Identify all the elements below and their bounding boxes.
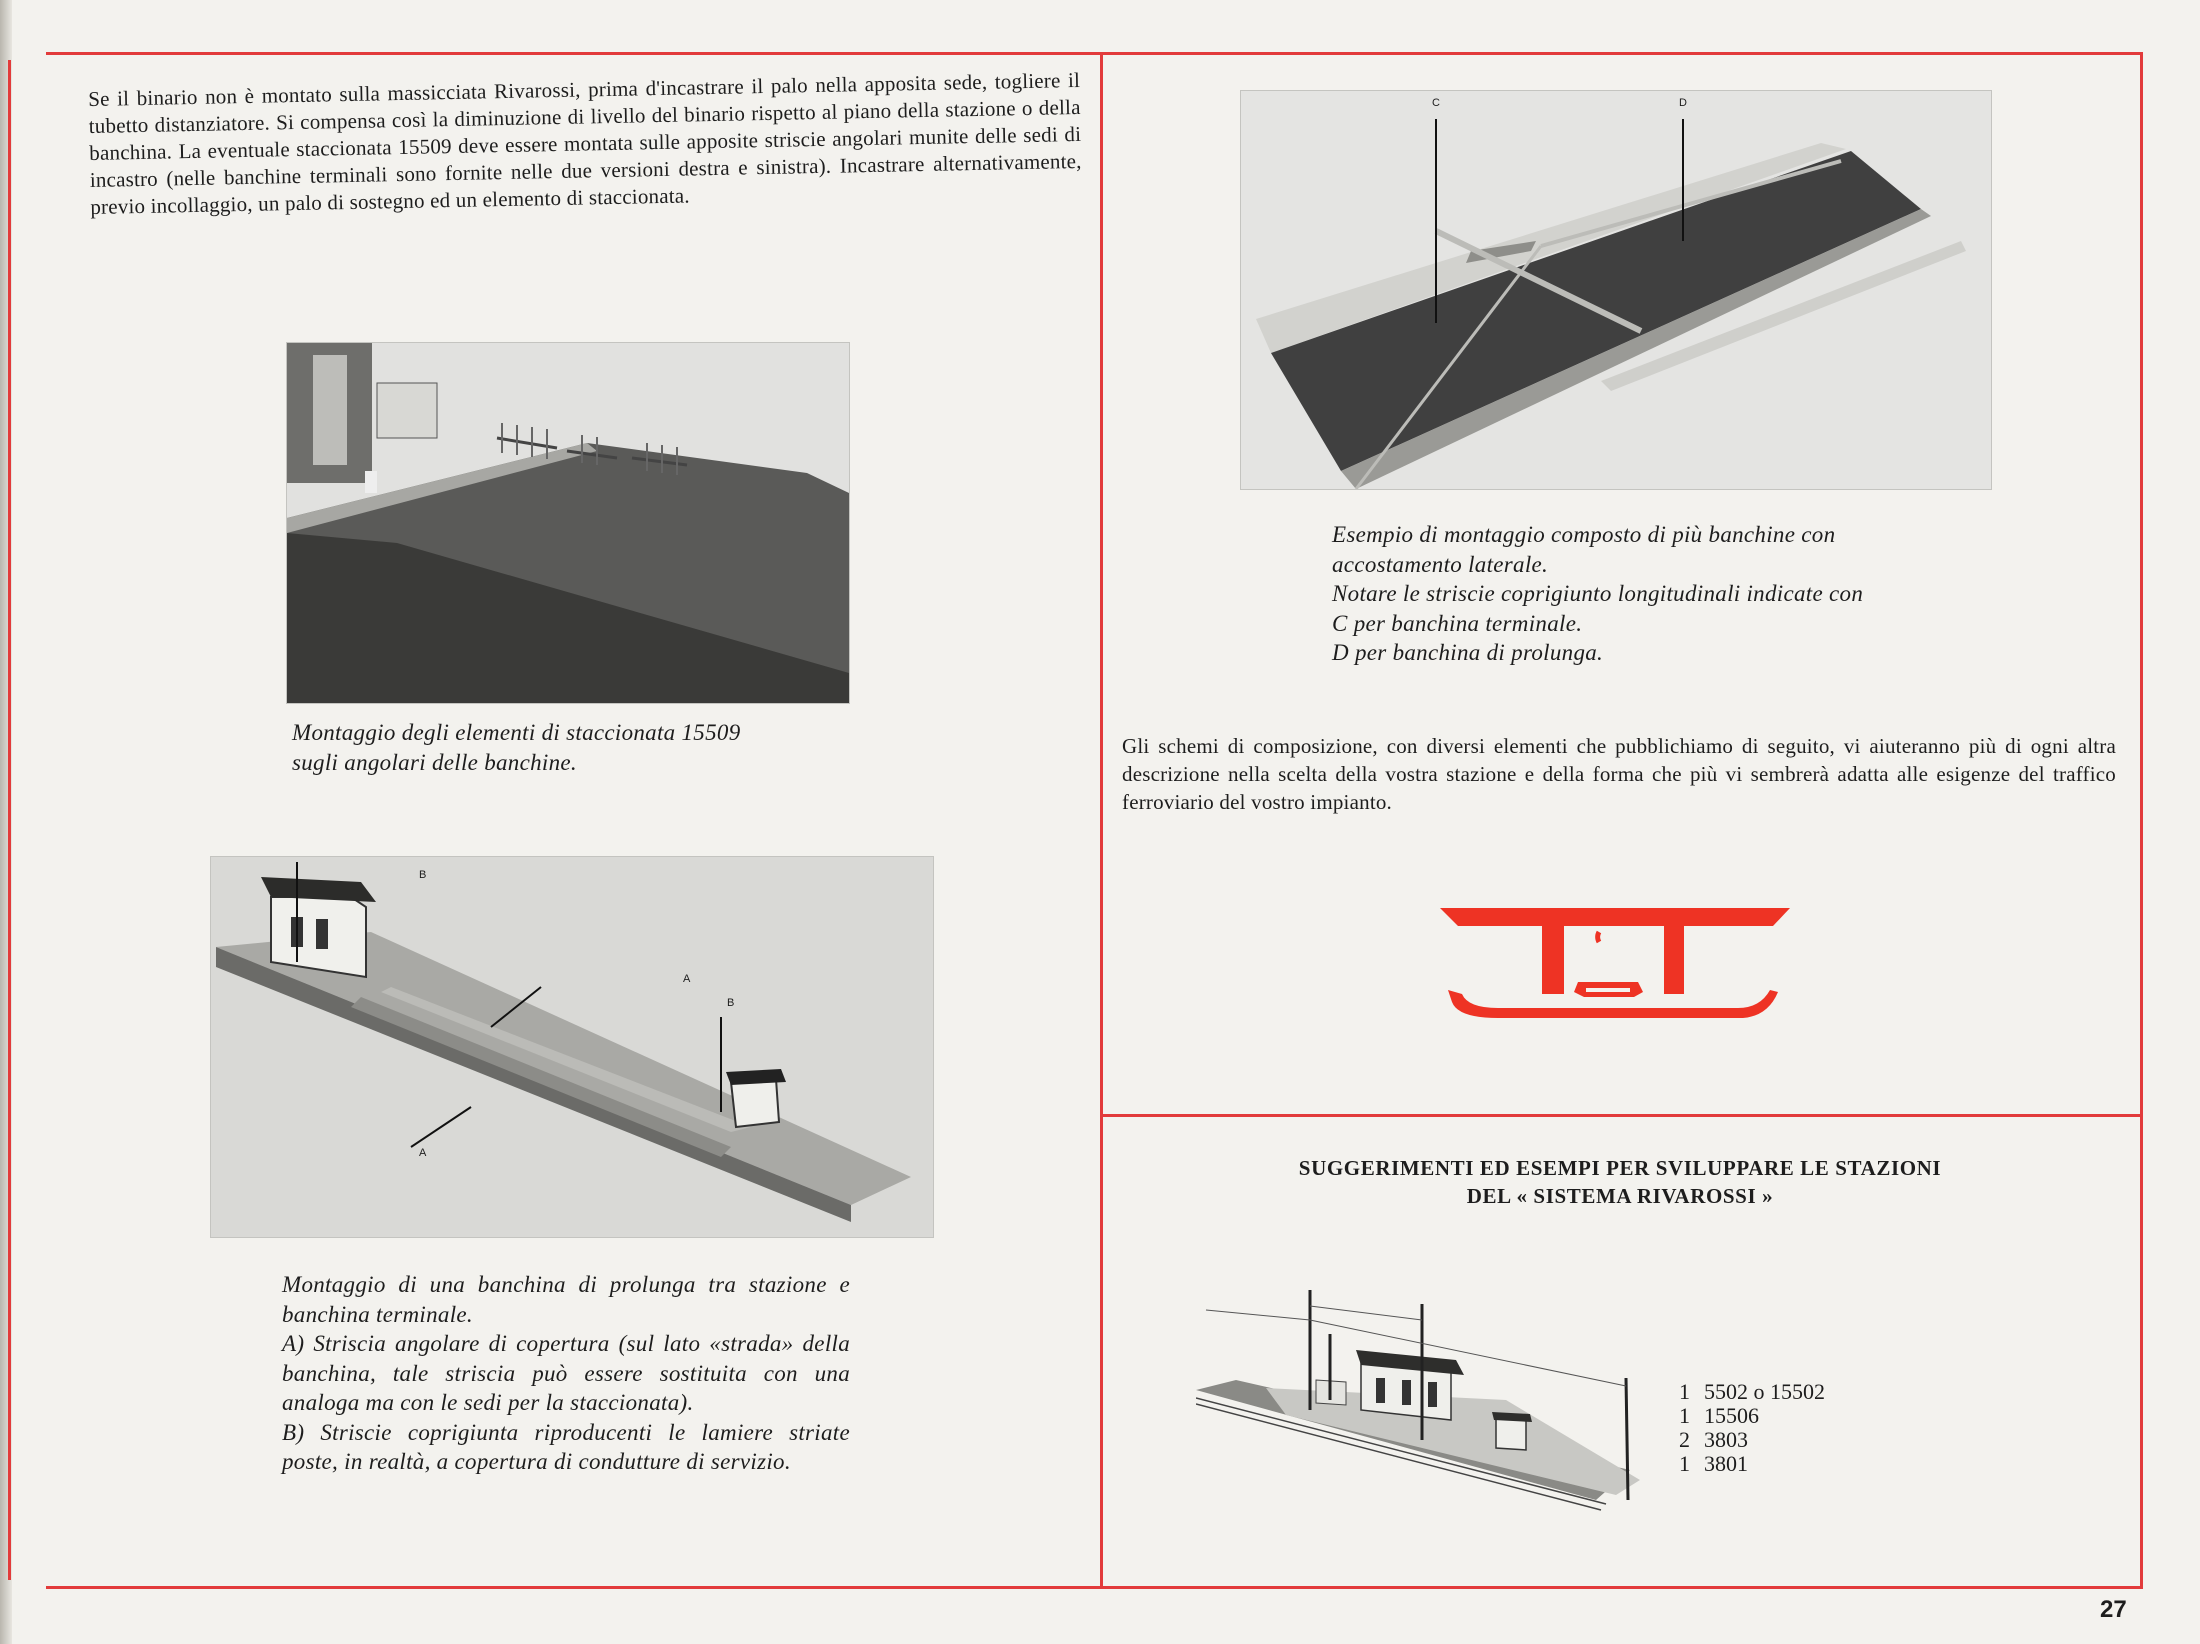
parts-list xyxy=(1678,1380,1918,1476)
caption-extension xyxy=(282,1270,850,1477)
parts-list-row xyxy=(1678,1452,1918,1476)
section-heading-line2: DEL « SISTEMA RIVAROSSI » xyxy=(1466,1184,1774,1208)
photo-label-a2: A xyxy=(419,1147,427,1159)
left-page-margin-line xyxy=(8,60,11,1580)
section-heading xyxy=(1160,1154,2080,1210)
parts-qty: 2 xyxy=(1679,1427,1690,1452)
parts-code: 5502 o 15502 xyxy=(1704,1379,1825,1404)
caption-lateral-line3: C per banchina terminale. xyxy=(1332,610,1583,636)
photo-fence-assembly xyxy=(286,342,850,704)
frame-top xyxy=(46,52,2142,55)
parts-code: 3801 xyxy=(1704,1451,1748,1476)
caption-extension-item-a: A) Striscia angolare di copertura (sul lato «strada» della banchina, tale striscia può essere sostituita con una analoga ma con le sedi per la staccionata). xyxy=(282,1331,850,1415)
frame-bottom xyxy=(46,1586,2143,1589)
caption-extension-intro: Montaggio di una banchina di prolunga tra stazione e banchina terminale. xyxy=(282,1272,850,1327)
page-number: 27 xyxy=(2100,1596,2127,1623)
parts-code: 15506 xyxy=(1704,1403,1759,1428)
caption-lateral-line2: Notare le striscie coprigiunto longitudinali indicate con xyxy=(1332,581,1864,606)
intro-paragraph: Se il binario non è montato sulla massicciata Rivarossi, prima d'incastrare il palo nella apposita sede, togliere il tubetto distanziatore. Si compensa così la diminuzione di livello del binario rispetto al piano della stazione o della banchina. La eventuale staccionata 15509 deve essere montata sulle apposite striscie angolari munite delle sedi di incastro (nelle banchine terminali sono fornite nelle due versioni destra e sinistra). Incastrare alternativamente, previo incollaggio, un palo di sostegno ed un elemento di staccionata. xyxy=(88,67,1082,219)
photo-extension-platform xyxy=(210,856,934,1238)
station-canopy-logo xyxy=(1438,902,1790,1024)
frame-right xyxy=(2140,52,2143,1588)
parts-code: 3803 xyxy=(1704,1427,1748,1452)
caption-lateral xyxy=(1332,520,1952,668)
parts-qty: 1 xyxy=(1679,1379,1690,1404)
frame-center-divider xyxy=(1100,52,1103,1588)
composition-paragraph: Gli schemi di composizione, con diversi elementi che pubblichiamo di seguito, vi aiuteranno più di ogni altra descrizione nella scelta della vostra stazione e della forma che più vi sembrerà adatta alle esigenze del traffico ferroviario del vostro impianto. xyxy=(1122,734,2116,814)
photo-label-d: D xyxy=(1679,97,1687,109)
caption-lateral-line1: Esempio di montaggio composto di più banchine con accostamento laterale. xyxy=(1332,522,1836,577)
caption-extension-item-b: B) Striscie coprigiunta riproducenti le lamiere striate poste, in realtà, a copertura di condutture di servizio. xyxy=(282,1419,850,1474)
parts-qty: 1 xyxy=(1679,1451,1690,1476)
caption-lateral-line4: D per banchina di prolunga. xyxy=(1332,640,1604,665)
photo-label-b1: B xyxy=(419,869,427,881)
parts-list-row xyxy=(1678,1380,1918,1404)
photo-lateral-platforms xyxy=(1240,90,1992,490)
parts-list-row xyxy=(1678,1428,1918,1452)
parts-qty: 1 xyxy=(1679,1403,1690,1428)
caption-fence-line1: Montaggio degli elementi di staccionata 15509 xyxy=(292,720,741,745)
photo-station-example xyxy=(1196,1290,1640,1518)
caption-fence xyxy=(292,718,852,777)
section-heading-line1: SUGGERIMENTI ED ESEMPI PER SVILUPPARE LE STAZIONI xyxy=(1298,1156,1942,1180)
photo-label-b2: B xyxy=(727,997,735,1009)
caption-fence-line2: sugli angolari delle banchine. xyxy=(292,749,577,775)
photo-label-a1: A xyxy=(683,973,691,985)
frame-right-horizontal-divider xyxy=(1100,1114,2143,1117)
parts-list-row xyxy=(1678,1404,1918,1428)
photo-label-c: C xyxy=(1432,97,1440,109)
